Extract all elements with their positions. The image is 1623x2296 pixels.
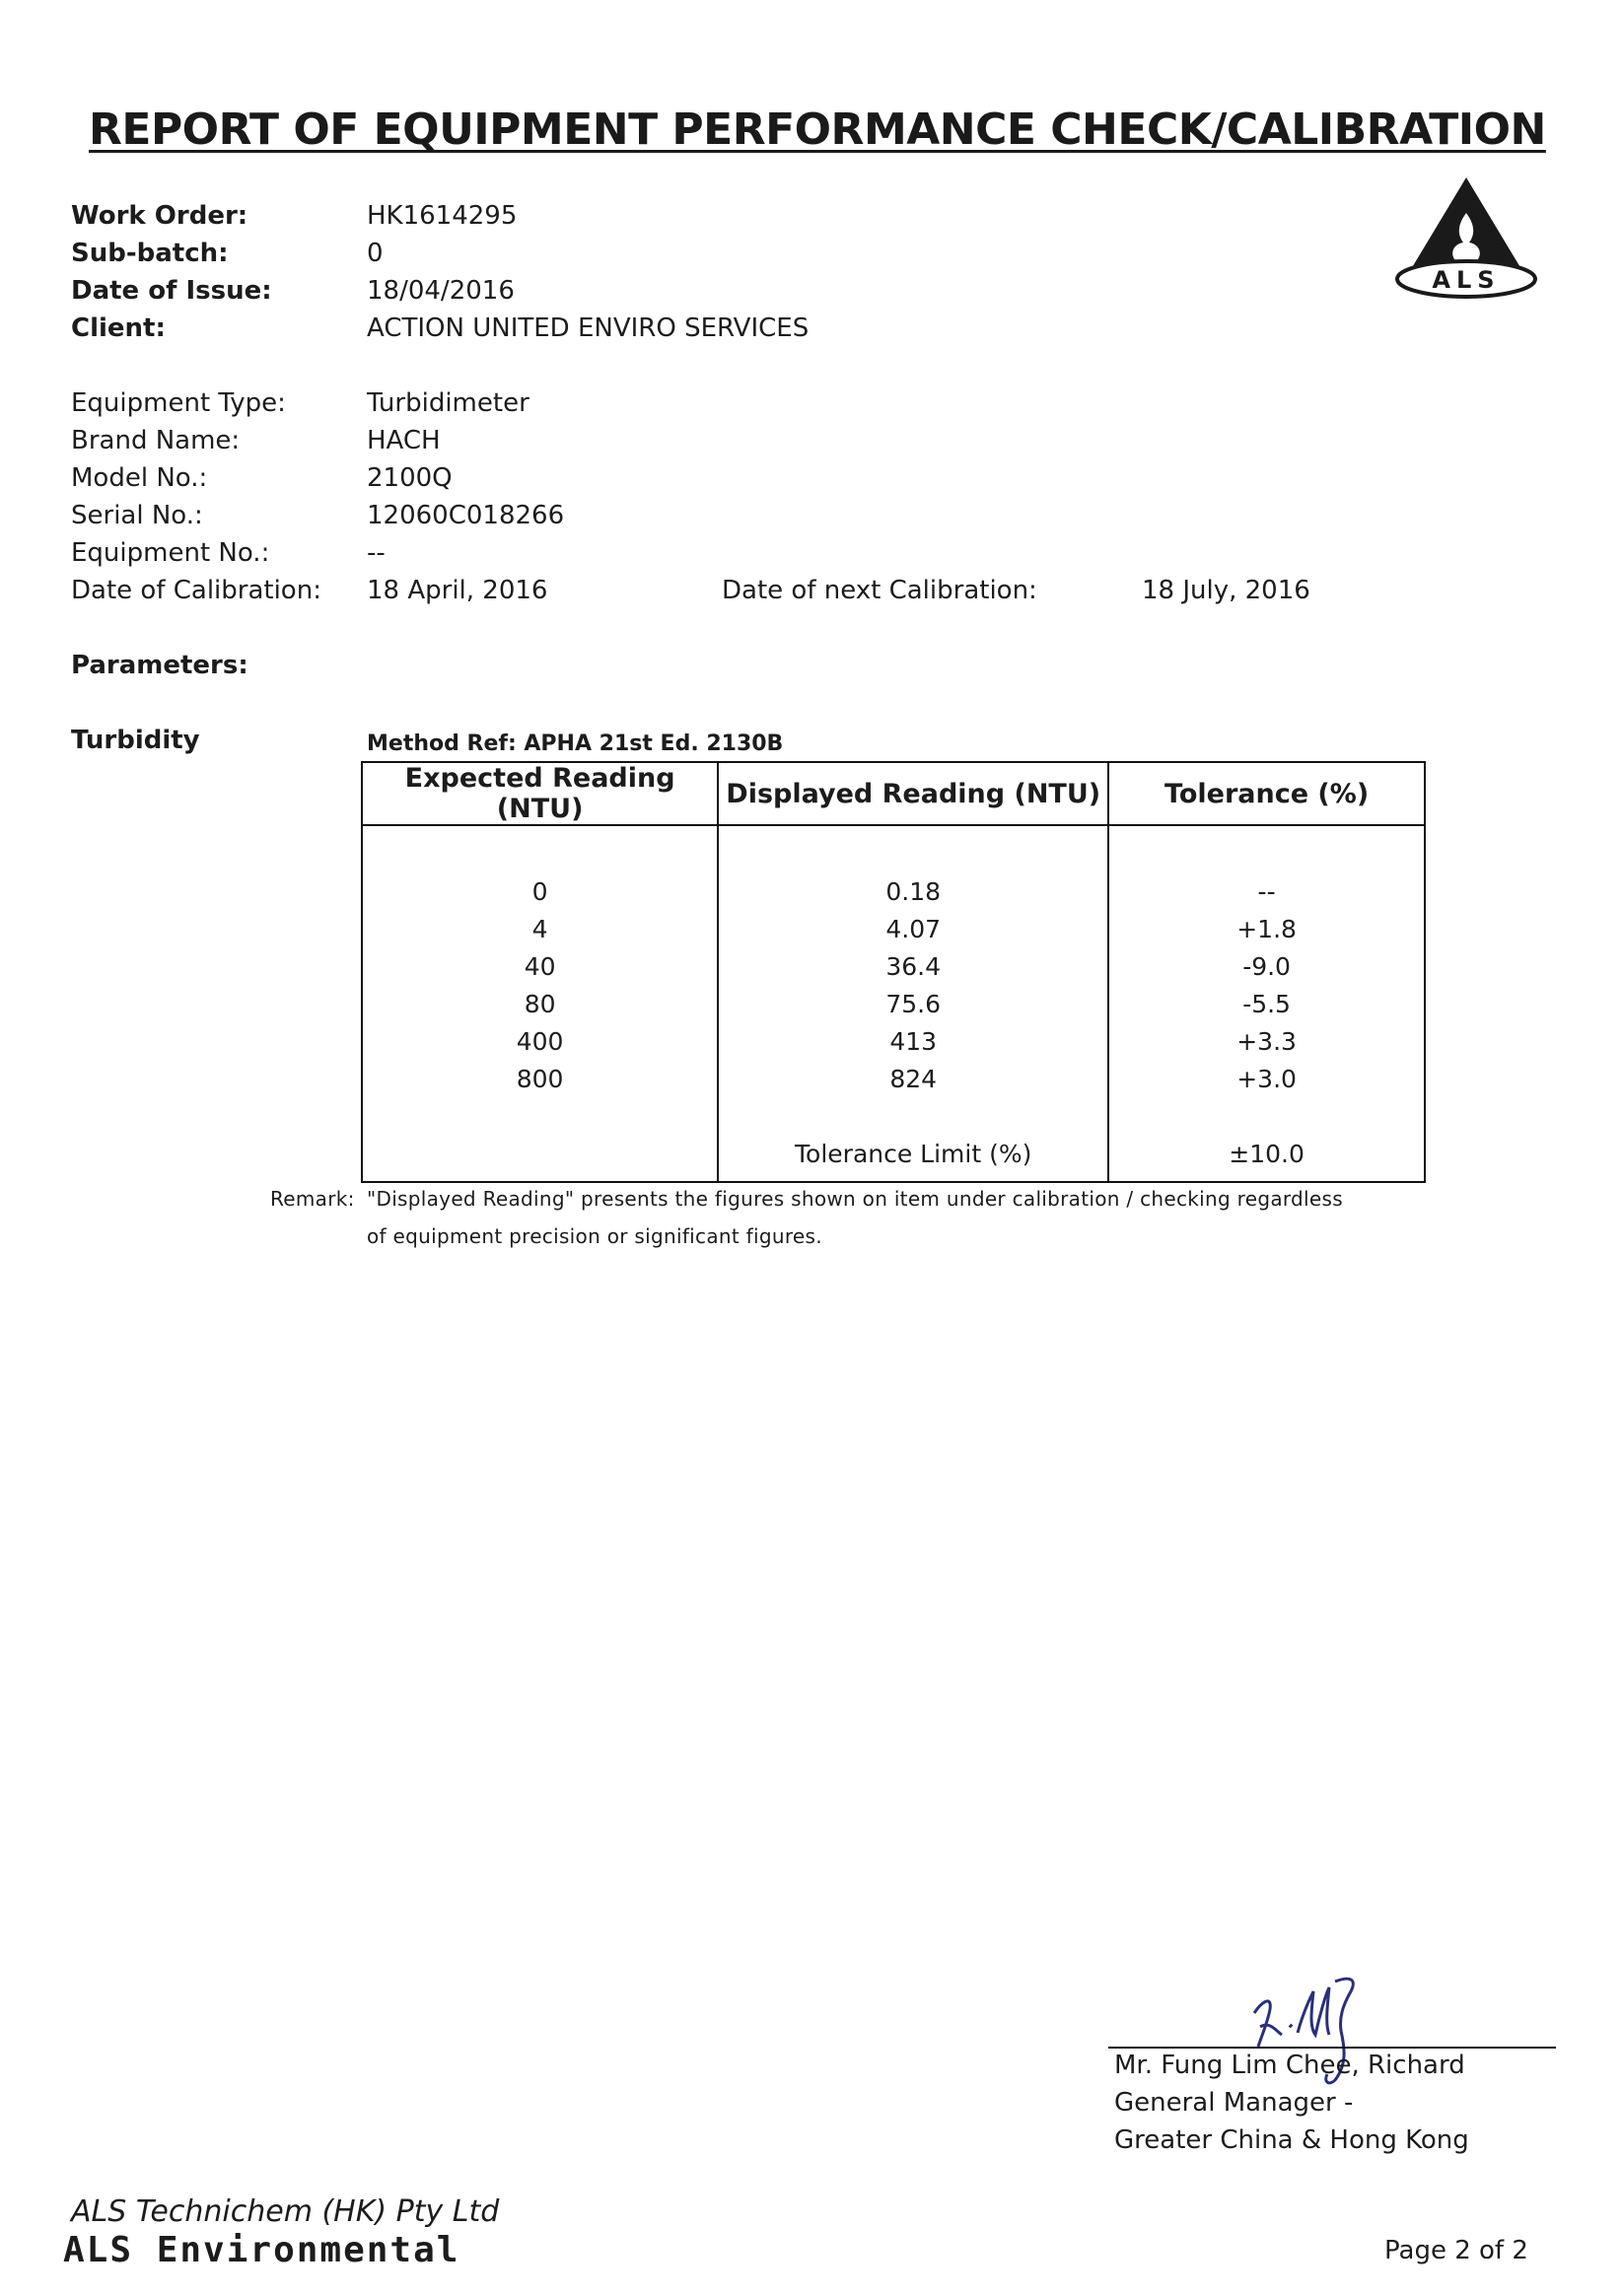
method-ref: Method Ref: APHA 21st Ed. 2130B bbox=[367, 731, 784, 756]
parameters-label: Parameters: bbox=[71, 651, 248, 680]
remark-line-2: of equipment precision or significant figures. bbox=[367, 1224, 822, 1248]
displayed-value: 75.6 bbox=[885, 990, 942, 1018]
expected-column bbox=[362, 825, 718, 1182]
serial-no-value: 12060C018266 bbox=[367, 501, 565, 530]
next-calibration-label: Date of next Calibration: bbox=[722, 576, 1037, 605]
tolerance-column bbox=[1108, 825, 1425, 1182]
serial-no-label: Serial No.: bbox=[71, 501, 203, 530]
equipment-type-value: Turbidimeter bbox=[367, 388, 529, 418]
model-no-label: Model No.: bbox=[71, 463, 208, 493]
work-order-label: Work Order: bbox=[71, 201, 248, 231]
equipment-type-label: Equipment Type: bbox=[71, 388, 286, 418]
logo-text: ALS bbox=[1432, 266, 1501, 294]
equipment-no-label: Equipment No.: bbox=[71, 538, 270, 568]
displayed-value: 824 bbox=[889, 1065, 938, 1093]
displayed-column bbox=[718, 825, 1108, 1182]
brand-name-label: Brand Name: bbox=[71, 426, 241, 455]
tolerance-header: Tolerance (%) bbox=[1108, 762, 1425, 825]
equipment-no-value: -- bbox=[367, 538, 386, 568]
sub-batch-value: 0 bbox=[367, 239, 384, 268]
table-header-row bbox=[362, 762, 1425, 825]
table-row bbox=[362, 825, 1425, 1182]
tolerance-value: +3.3 bbox=[1236, 1027, 1297, 1056]
signatory-title: General Manager - bbox=[1114, 2088, 1354, 2118]
expected-value: 0 bbox=[531, 877, 548, 906]
signatory-region: Greater China & Hong Kong bbox=[1114, 2125, 1469, 2155]
date-of-calibration-value: 18 April, 2016 bbox=[367, 576, 548, 605]
next-calibration-value: 18 July, 2016 bbox=[1142, 576, 1310, 605]
expected-reading-header: Expected Reading (NTU) bbox=[362, 762, 718, 825]
tolerance-value: +3.0 bbox=[1236, 1065, 1297, 1093]
tolerance-limit-label: Tolerance Limit (%) bbox=[795, 1140, 1032, 1168]
footer-brand: ALS Environmental bbox=[63, 2230, 460, 2270]
signatory-name: Mr. Fung Lim Chee, Richard bbox=[1114, 2051, 1465, 2080]
date-of-calibration-label: Date of Calibration: bbox=[71, 576, 321, 605]
client-label: Client: bbox=[71, 313, 166, 343]
tolerance-value: -5.5 bbox=[1242, 990, 1291, 1018]
date-of-issue-value: 18/04/2016 bbox=[367, 276, 515, 306]
brand-name-value: HACH bbox=[367, 426, 441, 455]
displayed-value: 413 bbox=[889, 1027, 938, 1056]
date-of-issue-label: Date of Issue: bbox=[71, 276, 272, 306]
tolerance-limit-value: ±10.0 bbox=[1229, 1140, 1305, 1168]
parameter-name: Turbidity bbox=[71, 726, 200, 755]
calibration-table bbox=[361, 761, 1426, 1183]
displayed-value: 4.07 bbox=[885, 915, 942, 943]
client-value: ACTION UNITED ENVIRO SERVICES bbox=[367, 313, 810, 343]
displayed-value: 36.4 bbox=[885, 952, 942, 981]
expected-value: 800 bbox=[516, 1065, 564, 1093]
sub-batch-label: Sub-batch: bbox=[71, 239, 229, 268]
expected-value: 40 bbox=[524, 952, 556, 981]
displayed-reading-header: Displayed Reading (NTU) bbox=[718, 762, 1108, 825]
page-number: Page 2 of 2 bbox=[1384, 2236, 1528, 2265]
displayed-value: 0.18 bbox=[885, 877, 942, 906]
work-order-value: HK1614295 bbox=[367, 201, 518, 231]
model-no-value: 2100Q bbox=[367, 463, 453, 493]
footer-company: ALS Technichem (HK) Pty Ltd bbox=[71, 2194, 500, 2229]
expected-value: 400 bbox=[516, 1027, 564, 1056]
remark-label: Remark: bbox=[270, 1187, 355, 1211]
signature-line bbox=[1108, 2047, 1556, 2049]
expected-value: 4 bbox=[531, 915, 548, 943]
tolerance-value: -9.0 bbox=[1242, 952, 1291, 981]
als-triangle-logo-icon bbox=[1392, 174, 1540, 302]
expected-value: 80 bbox=[524, 990, 556, 1018]
report-title: REPORT OF EQUIPMENT PERFORMANCE CHECK/CALIBRATION bbox=[89, 104, 1546, 155]
tolerance-value: -- bbox=[1257, 877, 1276, 906]
remark-line-1: "Displayed Reading" presents the figures shown on item under calibration / checking regardless bbox=[367, 1187, 1343, 1211]
tolerance-value: +1.8 bbox=[1236, 915, 1297, 943]
